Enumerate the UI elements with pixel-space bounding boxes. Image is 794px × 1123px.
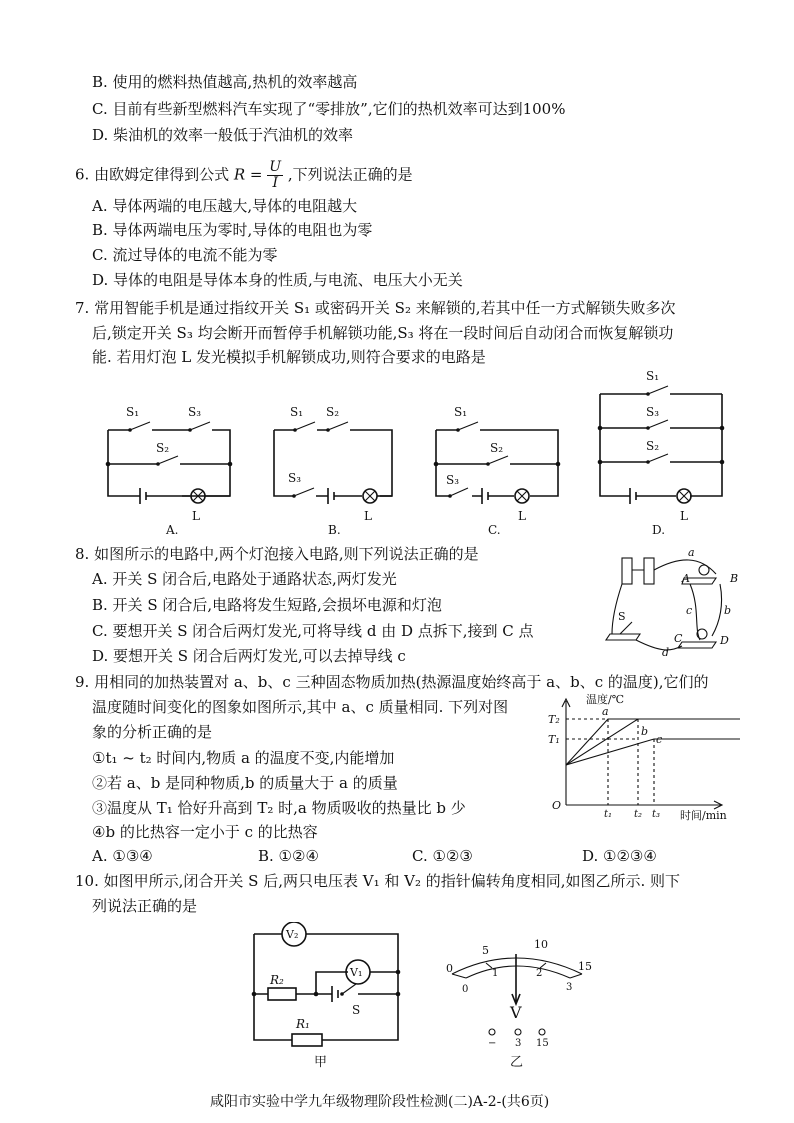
graph-t1-label: T₁ xyxy=(548,733,560,746)
meter-terminal-negative: − xyxy=(488,1038,497,1049)
q5-option-b: B. 使用的燃料热值越高,热机的效率越高 xyxy=(92,73,358,91)
q8-fig-wire-c: c xyxy=(686,604,693,617)
q10-voltmeter-yi xyxy=(436,932,606,1082)
q9-option-c: C. ①②③ xyxy=(412,847,473,865)
circuit-b-lamp-label: L xyxy=(364,509,372,523)
q6-denominator: I xyxy=(272,175,278,191)
q8-stem: 8. 如图所示的电路中,两个灯泡接入电路,则下列说法正确的是 xyxy=(75,545,479,563)
q8-option-a: A. 开关 S 闭合后,电路处于通路状态,两灯发光 xyxy=(92,570,397,588)
circuit-d-s2-label: S₂ xyxy=(646,439,660,453)
circuit-c xyxy=(434,405,561,537)
circuit-b-s1-label: S₁ xyxy=(290,405,304,419)
q6-option-c: C. 流过导体的电流不能为零 xyxy=(92,246,278,264)
q8-fig-switch-s: S xyxy=(618,610,626,623)
q6-stem-post: ,下列说法正确的是 xyxy=(287,165,413,184)
circuit-d-lamp-label: L xyxy=(680,509,688,523)
circuit-c-lamp-label: L xyxy=(518,509,526,523)
circuit-a-s1-label: S₁ xyxy=(126,405,140,419)
q6-stem xyxy=(75,160,413,191)
meter-top-15: 15 xyxy=(578,960,592,973)
q10-fig-jia-caption: 甲 xyxy=(314,1055,328,1070)
q9-statement-4: ④b 的比热容一定小于 c 的比热容 xyxy=(92,823,318,841)
q9-option-d: D. ①②③④ xyxy=(582,847,657,865)
graph-curve-c-label: c xyxy=(656,733,663,746)
circuit-b-s2-label: S₂ xyxy=(326,405,340,419)
q9-line-1: 9. 用相同的加热装置对 a、b、c 三种固态物质加热(热源温度始终高于 a、b、c 的温度),它们的 xyxy=(75,673,709,691)
graph-t2-label: T₂ xyxy=(548,713,560,726)
circuit-a-s2-label: S₂ xyxy=(156,441,170,455)
q6-formula-lhs: R = xyxy=(233,165,263,184)
circuit-d-label: D. xyxy=(652,523,666,537)
circuit-d xyxy=(598,369,725,537)
graph-origin-label: O xyxy=(552,799,562,812)
q8-option-b: B. 开关 S 闭合后,电路将发生短路,会损坏电源和灯泡 xyxy=(92,596,442,614)
q8-fig-wire-b: b xyxy=(724,604,732,617)
circuit-d-s1-label: S₁ xyxy=(646,369,660,383)
q8-option-d: D. 要想开关 S 闭合后两灯发光,可以去掉导线 c xyxy=(92,647,406,665)
meter-top-0: 0 xyxy=(446,962,453,975)
q10-line-2: 列说法正确的是 xyxy=(92,897,198,915)
q8-circuit-figure xyxy=(600,548,750,663)
q9-line-3: 象的分析正确的是 xyxy=(92,723,213,741)
q8-fig-wire-a: a xyxy=(688,548,695,559)
circuit-a-label: A. xyxy=(166,523,179,537)
q5-option-d: D. 柴油机的效率一般低于汽油机的效率 xyxy=(92,126,354,144)
q6-fraction xyxy=(267,160,283,191)
q9-statement-3: ③温度从 T₁ 恰好升高到 T₂ 时,a 物质吸收的热量比 b 少 xyxy=(92,799,466,817)
graph-time-t2: t₂ xyxy=(634,809,643,820)
meter-top-10: 10 xyxy=(534,938,548,951)
q9-statement-1: ①t₁ ~ t₂ 时间内,物质 a 的温度不变,内能增加 xyxy=(92,749,395,767)
q9-statement-2: ②若 a、b 是同种物质,b 的质量大于 a 的质量 xyxy=(92,774,398,792)
meter-bottom-0: 0 xyxy=(462,984,469,995)
q7-circuit-diagrams xyxy=(90,368,730,540)
meter-terminal-3: 3 xyxy=(515,1038,522,1049)
q6-stem-pre: 6. 由欧姆定律得到公式 xyxy=(75,165,230,184)
q10-fig-r1-label: R₁ xyxy=(296,1017,310,1031)
q6-option-d: D. 导体的电阻是导体本身的性质,与电流、电压大小无关 xyxy=(92,271,463,289)
q9-line-2: 温度随时间变化的图象如图所示,其中 a、c 质量相同. 下列对图 xyxy=(92,698,509,716)
q5-option-c: C. 目前有些新型燃料汽车实现了“零排放”,它们的热机效率可达到100% xyxy=(92,100,566,118)
q9-option-a: A. ①③④ xyxy=(92,847,153,865)
q10-circuit-figure-jia xyxy=(240,922,410,1072)
q10-line-1: 10. 如图甲所示,闭合开关 S 后,两只电压表 V₁ 和 V₂ 的指针偏转角度相同,如图乙所示. 则下 xyxy=(75,872,681,890)
meter-unit-v: V xyxy=(510,1003,522,1022)
q9-option-b: B. ①②④ xyxy=(258,847,319,865)
q6-numerator: U xyxy=(269,159,282,175)
q10-fig-v2-label: V₂ xyxy=(286,928,299,941)
q8-fig-point-c: C xyxy=(674,632,683,645)
graph-curve-a-label: a xyxy=(602,705,609,718)
circuit-c-s1-label: S₁ xyxy=(454,405,468,419)
q8-fig-wire-d: d xyxy=(662,646,670,659)
q10-fig-switch-label: S xyxy=(352,1003,361,1017)
graph-curve-b-label: b xyxy=(641,725,649,738)
meter-top-5: 5 xyxy=(482,944,489,957)
q6-option-b: B. 导体两端电压为零时,导体的电阻也为零 xyxy=(92,221,373,239)
circuit-d-s3-label: S₃ xyxy=(646,405,660,419)
q8-option-c: C. 要想开关 S 闭合后两灯发光,可将导线 d 由 D 点拆下,接到 C 点 xyxy=(92,622,534,640)
q10-fig-yi-caption: 乙 xyxy=(510,1055,524,1070)
circuit-c-label: C. xyxy=(488,523,501,537)
circuit-b-s3-label: S₃ xyxy=(288,471,302,485)
circuit-a-s3-label: S₃ xyxy=(188,405,202,419)
graph-y-axis-label: 温度/℃ xyxy=(586,693,625,706)
circuit-a-lamp-label: L xyxy=(192,509,200,523)
meter-terminal-15: 15 xyxy=(536,1038,549,1049)
q6-option-a: A. 导体两端的电压越大,导体的电阻越大 xyxy=(92,197,358,215)
q9-temperature-graph xyxy=(546,693,746,825)
graph-time-t1: t₁ xyxy=(604,809,613,820)
circuit-c-s3-label: S₃ xyxy=(446,473,460,487)
graph-time-t3: t₃ xyxy=(652,809,661,820)
q8-fig-point-d: D xyxy=(720,634,729,647)
graph-x-axis-label: 时间/min xyxy=(680,809,727,822)
meter-bottom-2: 2 xyxy=(536,968,543,979)
meter-bottom-1: 1 xyxy=(492,968,499,979)
q7-line-2: 后,锁定开关 S₃ 均会断开而暂停手机解锁功能,S₃ 将在一段时间后自动闭合而恢复解锁功 xyxy=(92,324,674,342)
circuit-b-label: B. xyxy=(328,523,341,537)
circuit-b xyxy=(274,405,392,537)
q8-fig-point-a: A xyxy=(682,572,690,585)
q7-line-1: 7. 常用智能手机是通过指纹开关 S₁ 或密码开关 S₂ 来解锁的,若其中任一方式解锁失败多次 xyxy=(75,299,676,317)
page-footer: 咸阳市实验中学九年级物理阶段性检测(二)A-2-(共6页) xyxy=(210,1094,550,1110)
meter-bottom-3: 3 xyxy=(566,982,573,993)
q7-line-3: 能. 若用灯泡 L 发光模拟手机解锁成功,则符合要求的电路是 xyxy=(92,348,486,366)
q10-fig-r2-label: R₂ xyxy=(270,973,284,987)
circuit-a xyxy=(106,405,233,537)
q8-fig-point-b: B xyxy=(730,572,739,585)
circuit-c-s2-label: S₂ xyxy=(490,441,504,455)
q10-fig-v1-label: V₁ xyxy=(350,966,363,979)
